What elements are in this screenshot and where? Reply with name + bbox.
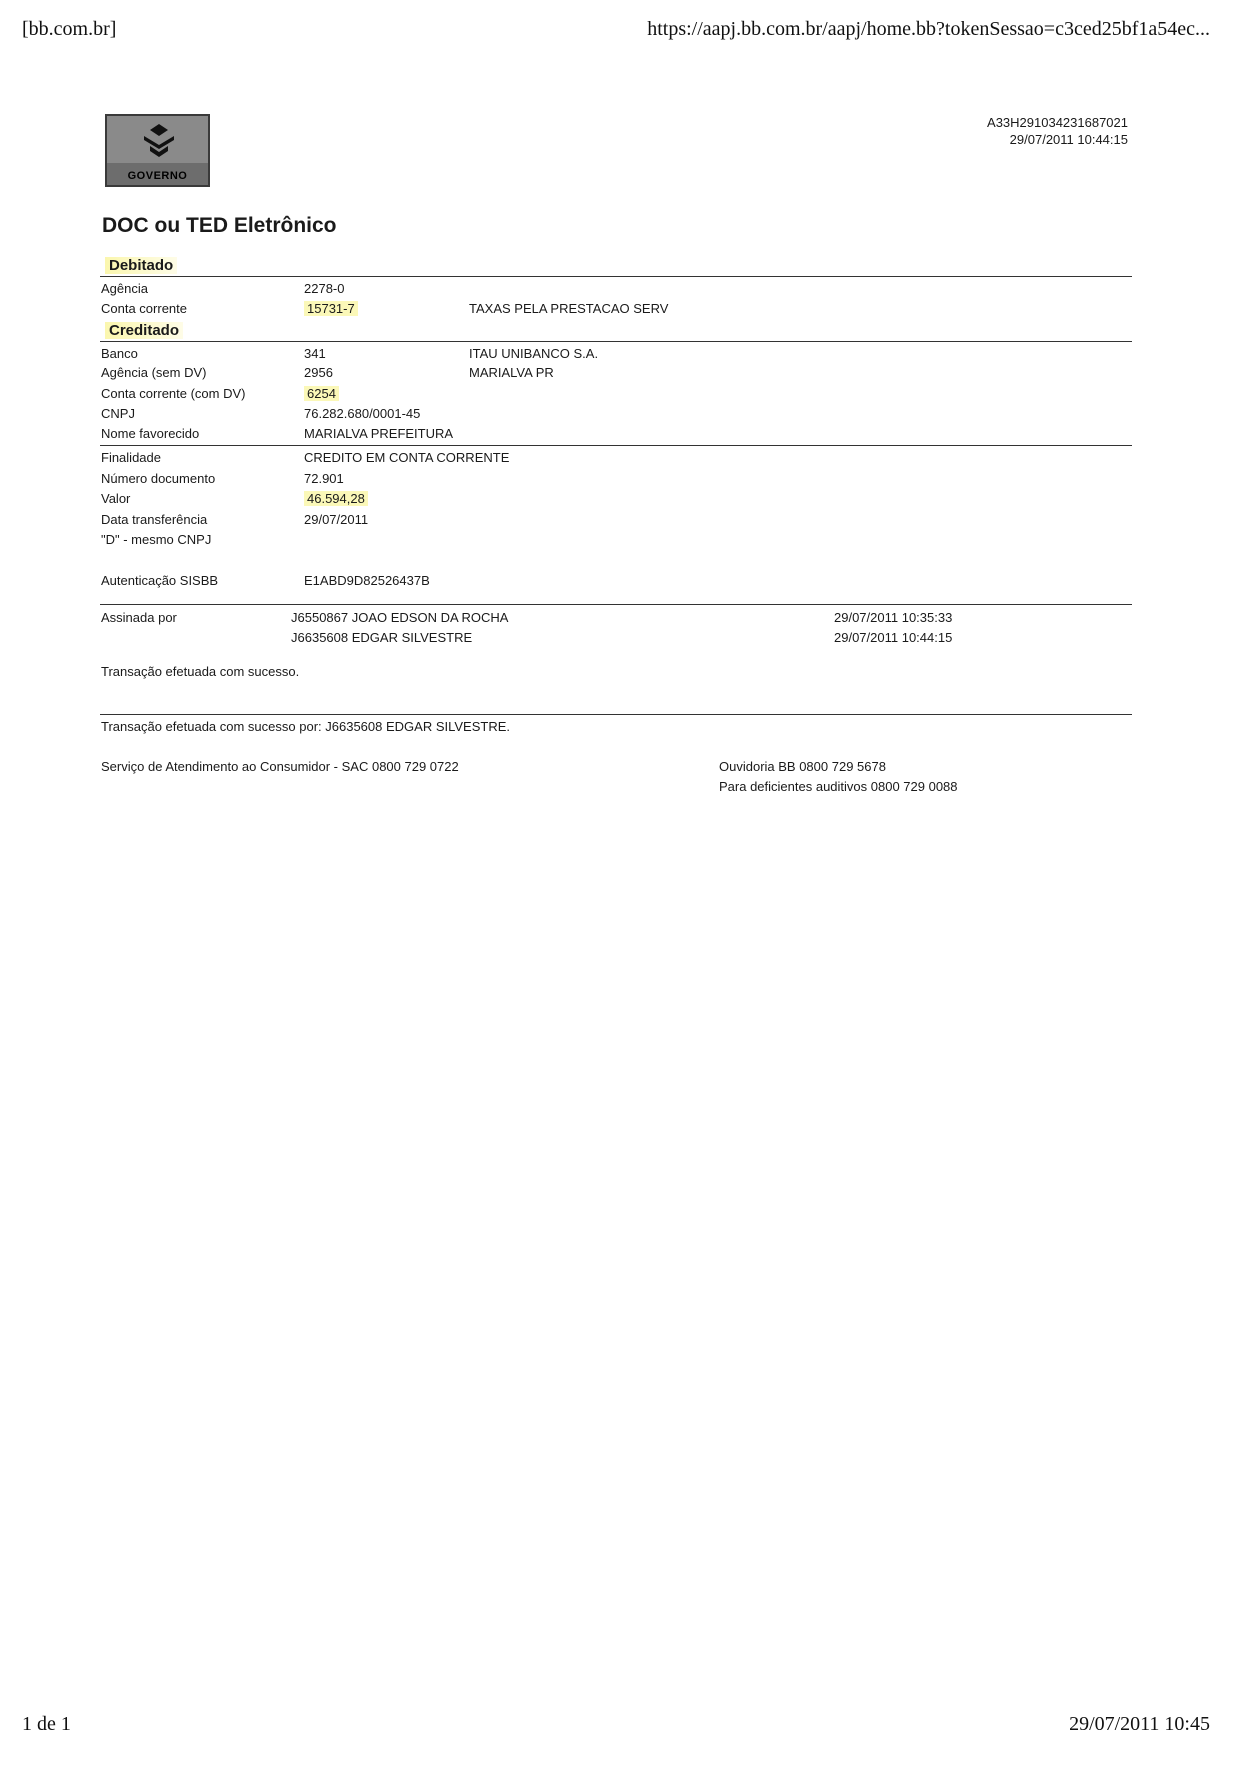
divider <box>100 276 1132 277</box>
field-value: 72.901 <box>304 471 344 486</box>
field-extra: ITAU UNIBANCO S.A. <box>469 346 599 361</box>
creditado-heading-text: Creditado <box>105 322 183 339</box>
print-site-label: [bb.com.br] <box>22 18 117 40</box>
field-label: Agência (sem DV) <box>101 365 207 380</box>
field-value: CREDITO EM CONTA CORRENTE <box>304 450 510 465</box>
signer-datetime: 29/07/2011 10:35:33 <box>834 610 953 625</box>
field-label: Nome favorecido <box>101 426 200 441</box>
field-label: Número documento <box>101 471 216 486</box>
document-datetime: 29/07/2011 10:44:15 <box>1009 132 1128 147</box>
field-value: 76.282.680/0001-45 <box>304 406 421 421</box>
field-value: MARIALVA PREFEITURA <box>304 426 454 441</box>
field-extra: TAXAS PELA PRESTACAO SERV <box>469 301 669 316</box>
field-label: Conta corrente (com DV) <box>101 386 246 401</box>
autenticacao-value: E1ABD9D82526437B <box>304 573 430 588</box>
highlighted-value: 6254 <box>304 386 339 401</box>
field-label: Finalidade <box>101 450 161 465</box>
field-label: Banco <box>101 346 138 361</box>
final-message: Transação efetuada com sucesso por: J6635608 EDGAR SILVESTRE. <box>101 719 510 734</box>
print-url: https://aapj.bb.com.br/aapj/home.bb?tokenSessao=c3ced25bf1a54ec... <box>647 18 1210 40</box>
field-label: Valor <box>101 491 131 506</box>
divider <box>100 445 1132 446</box>
ouvidoria-contact: Ouvidoria BB 0800 729 5678 <box>719 759 886 774</box>
field-value: 341 <box>304 346 326 361</box>
divider <box>100 604 1132 605</box>
debitado-heading-text: Debitado <box>105 257 177 274</box>
field-value: 2278-0 <box>304 281 345 296</box>
highlighted-value: 46.594,28 <box>304 491 368 506</box>
assinada-label: Assinada por <box>101 610 177 625</box>
document-code: A33H291034231687021 <box>987 115 1128 130</box>
status-message: Transação efetuada com sucesso. <box>101 664 300 679</box>
print-page-number: 1 de 1 <box>22 1713 71 1735</box>
field-label: Agência <box>101 281 148 296</box>
field-extra: MARIALVA PR <box>469 365 554 380</box>
field-value: 29/07/2011 <box>304 512 369 527</box>
banco-do-brasil-logo-icon <box>140 124 178 158</box>
page-title: DOC ou TED Eletrônico <box>102 214 337 237</box>
print-datetime: 29/07/2011 10:45 <box>1069 1713 1210 1735</box>
field-label: Conta corrente <box>101 301 187 316</box>
highlighted-value: 15731-7 <box>304 301 358 316</box>
bank-logo <box>105 114 210 187</box>
signer-name: J6635608 EDGAR SILVESTRE <box>291 630 473 645</box>
field-label: Data transferência <box>101 512 208 527</box>
logo-text: GOVERNO <box>127 170 188 182</box>
autenticacao-label: Autenticação SISBB <box>101 573 219 588</box>
field-value <box>304 491 368 506</box>
section-heading-creditado <box>105 322 183 339</box>
deficientes-contact: Para deficientes auditivos 0800 729 0088 <box>719 779 958 794</box>
field-value <box>304 301 358 316</box>
signer-datetime: 29/07/2011 10:44:15 <box>834 630 953 645</box>
divider <box>100 341 1132 342</box>
signer-name: J6550867 JOAO EDSON DA ROCHA <box>291 610 509 625</box>
section-heading-debitado <box>105 257 177 274</box>
field-value <box>304 386 339 401</box>
divider <box>100 714 1132 715</box>
document-id-block <box>987 114 1128 148</box>
sac-contact: Serviço de Atendimento ao Consumidor - SAC 0800 729 0722 <box>101 759 459 774</box>
field-value: 2956 <box>304 365 333 380</box>
field-label: "D" - mesmo CNPJ <box>101 532 212 547</box>
field-label: CNPJ <box>101 406 135 421</box>
